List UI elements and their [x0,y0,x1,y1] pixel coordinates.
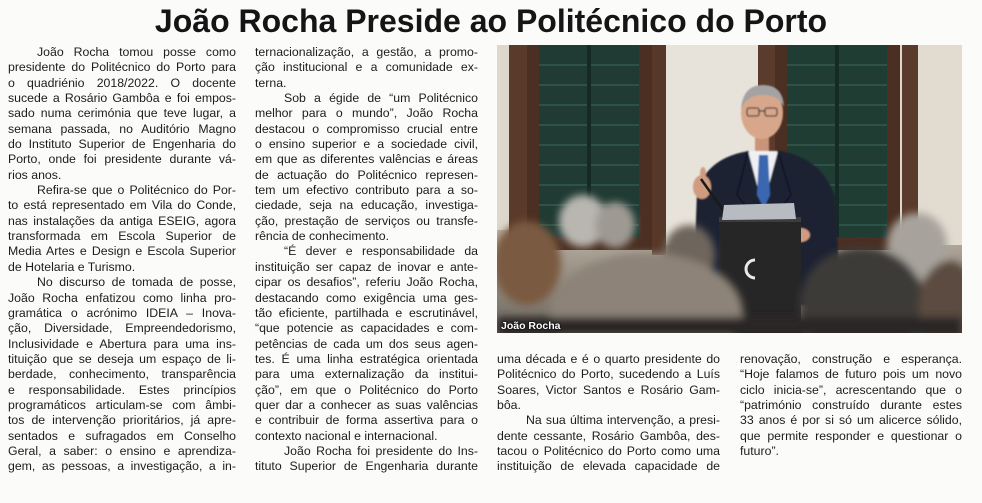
text-line: João Rocha foi presidente do Ins- [284,443,478,458]
text-line: programáticos articulam-se com âmbi- [8,397,236,412]
text-line: terna. [255,75,287,90]
text-line: cipar os desafios”, referiu João Rocha, [255,275,478,290]
text-line: instituição de elevada capacidade de [497,459,720,474]
text-column-3 [497,352,720,475]
paragraph [8,183,236,275]
text-line: tos de intervenção prioritários, já apre- [8,413,236,428]
paragraph [8,275,236,474]
text-line: e responsabilidade. Estes princípios [8,382,236,397]
text-line: quer dar a conhecer as suas valências [255,397,478,412]
text-line: ciedade, seja na educação, investiga- [255,198,478,213]
text-line: transformada em Escola Superior de [8,229,236,244]
text-line: Sob a égide de “um Politécnico [284,91,478,106]
text-line: instituição ser capaz de inovar e ante- [255,259,478,274]
article-photo [497,45,962,333]
text-line: o ensino superior e a sociedade civil, [255,137,478,152]
text-line: nas instalações da antiga ESEIG, agora [8,213,236,228]
paragraph [255,444,478,475]
text-line: Politécnico do Porto, sucedendo a Luís [497,367,720,382]
text-line: No discurso de tomada de posse, [37,275,236,290]
text-line: tão eficiente, partilhada e escrutinável, [255,305,478,320]
text-line: renovação, construção e esperança. [740,352,962,366]
text-line: berdade, conhecimento, transparência [8,367,236,382]
text-line: Soares, Victor Santos e Rosário Gam- [497,382,720,397]
text-line: uma década e é o quarto presidente do [497,352,720,366]
text-line: melhor para o mundo”, João Rocha [255,106,478,121]
text-line: Geral, a saber: o ensino e aprendiza- [8,443,236,458]
text-line: tacou o Politécnico do Porto como uma [497,444,720,459]
text-line: sentados e sufragados em Conselho [8,428,236,443]
text-line: que permite responder e questionar o [740,428,962,443]
text-line: “património construído durante estes [740,398,962,413]
text-line: ção”, em que o Politécnico do Porto [255,382,478,397]
text-line: ciclo inicia-se”, acrescentando que o [740,382,962,397]
text-line: semana passada, no Auditório Magno [8,121,236,136]
text-line: sucede a Rosário Gambôa e foi empos- [8,91,236,106]
text-line: ternacionalização, a gestão, a promo- [255,45,478,59]
text-line: petências de cada um dos seus agen- [255,336,478,351]
text-line: bôa. [497,398,521,413]
article-headline: João Rocha Preside ao Politécnico do Porto [154,3,828,39]
text-line: João Rocha enfatizou como linha pro- [8,290,236,305]
text-line: o quadriénio 2018/2022. O docente [8,75,236,90]
text-line: “É dever e responsabilidade da [284,244,478,259]
text-line: contexto nacional e internacional. [255,428,438,443]
text-line: “Hoje falamos de futuro pois um novo [740,367,962,382]
text-line: tituto Superior de Engenharia durante [255,459,478,474]
text-line: Porto, onde foi presidente durante vá- [8,152,236,167]
paragraph [255,45,478,91]
text-line: e contribuir de forma assertiva para o [255,413,478,428]
text-line: destacou o compromisso crucial entre [255,121,478,136]
text-line: do Instituto Superior de Engenharia do [8,137,236,152]
text-line: Refira-se que o Politécnico do Por- [37,183,236,198]
paragraph [8,45,236,183]
text-line: Na sua última intervenção, a presi- [526,413,720,428]
text-line: Media Artes e Design e Escola Superior [8,244,236,259]
text-line: Inclusividade e Abertura para uma ins- [8,336,236,351]
text-line: rência de conhecimento. [255,229,389,244]
text-line: tes. É uma linha estratégica orientada [255,351,478,366]
text-column-4 [740,352,962,459]
paragraph [740,352,962,459]
text-line: João Rocha tomou posse como [37,45,236,59]
text-line: gem, as pessoas, a investigação, a in- [8,459,236,474]
text-line: “que potencie as capacidades e com- [255,321,478,336]
text-line: rios anos. [8,167,62,182]
text-line: dente cessante, Rosário Gambôa, des- [497,428,720,443]
text-line: gramática o acrónimo IDEIA – Inova- [8,305,236,320]
audience-head [595,202,635,248]
paragraph [497,352,720,413]
text-line: de actuação do Politécnico represen- [255,167,478,182]
photo-caption: João Rocha [501,320,561,332]
paragraph [497,413,720,474]
text-line: ção, Diversidade, Empreendedorismo, [8,321,236,336]
text-line: presidente do Politécnico do Porto para [8,60,236,75]
text-line: futuro”. [740,444,779,459]
text-line: tem um efectivo contributo para a so- [255,183,478,198]
text-line: em que as diferentes valências e áreas [255,152,478,167]
text-column-2 [255,45,478,475]
text-line: para uma externalização da institui- [255,367,478,382]
wooden-pillar [652,45,666,255]
paragraph [255,91,478,244]
text-column-1 [8,45,236,475]
text-line: sado numa cerimónia que teve lugar, a [8,106,236,121]
text-line: de Hotelaria e Turismo. [8,259,136,274]
text-line: 33 anos é por si só um alicerce sólido, [740,413,962,428]
text-line: ção, prestação de serviços ou transfe- [255,213,478,228]
text-line: tituição que se deseja um espaço de li- [8,351,236,366]
text-line: destacando como exigência uma ges- [255,290,478,305]
paragraph [255,244,478,443]
text-line: ção institucional e a comunidade ex- [255,60,478,75]
text-line: to está representado em Vila do Conde, [8,198,236,213]
laptop [722,203,796,220]
